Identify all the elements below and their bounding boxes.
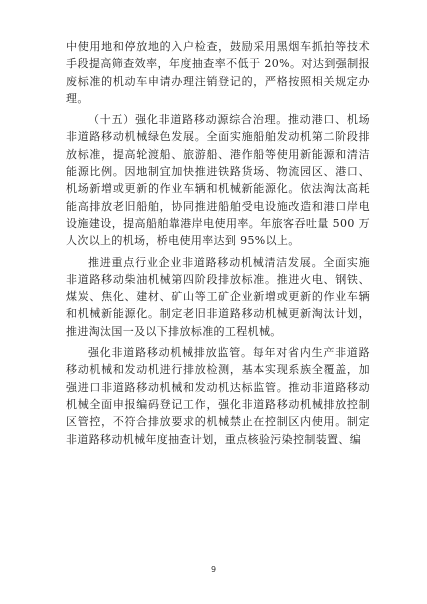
text-line: 非道路移动机械年度抽查计划，重点核验污染控制装置、编	[66, 432, 362, 446]
text-line: 能高排放老旧船舶，协同推进船舶受电设施改造和港口岸电	[66, 199, 370, 213]
text-line: （十五）强化非道路移动源综合治理。推动港口、机场	[88, 113, 370, 127]
paragraph	[66, 254, 370, 340]
text-line: 理。	[66, 91, 89, 105]
text-line: 机械全面申报编码登记工作，强化非道路移动机械排放控制	[66, 397, 370, 411]
text-line: 非道路移动柴油机械第四阶段排放标准。推进火电、钢铁、	[66, 272, 370, 286]
text-line: 放标准，提高轮渡船、旅游船、港作船等使用新能源和清洁	[66, 147, 370, 161]
text-line: 移动机械和发动机进行排放检测，基本实现系族全覆盖，加	[66, 363, 370, 377]
text-line: 中使用地和停放地的入户检查，鼓励采用黑烟车抓拍等技术	[66, 40, 370, 53]
text-line: 区管控，不符合排放要求的机械禁止在控制区内使用。制定	[66, 415, 370, 429]
text-line: 设施建设，提高船舶靠港岸电使用率。年旅客吞吐量 500 万	[66, 216, 370, 230]
paragraph	[66, 344, 370, 448]
page-number: 9	[210, 565, 217, 574]
text-line: 废标准的机动车申请办理注销登记的，严格按照相关规定办	[66, 74, 370, 88]
text-line: 能源比例。因地制宜加快推进铁路货场、物流园区、港口、	[66, 165, 370, 179]
text-line: 机场新增或更新的作业车辆和机械新能源化。依法淘汰高耗	[66, 182, 370, 196]
text-line: 煤炭、焦化、建材、矿山等工矿企业新增或更新的作业车辆	[66, 290, 370, 304]
document-body	[66, 38, 370, 448]
text-line: 强进口非道路移动机械和发动机达标监管。推动非道路移动	[66, 380, 370, 394]
text-line: 手段提高筛查效率，年度抽查率不低于 20%。对达到强制报	[66, 57, 370, 71]
text-line: 强化非道路移动机械排放监管。每年对省内生产非道路	[88, 346, 370, 360]
paragraph	[66, 111, 370, 249]
text-line: 人次以上的机场，桥电使用率达到 95%以上。	[66, 234, 300, 248]
text-line: 和机械新能源化。制定老旧非道路移动机械更新淘汰计划，	[66, 307, 370, 321]
paragraph	[66, 38, 370, 107]
text-line: 推进重点行业企业非道路移动机械清洁发展。全面实施	[88, 255, 370, 269]
text-line: 推进淘汰国一及以下排放标准的工程机械。	[66, 324, 282, 338]
text-line: 非道路移动机械绿色发展。全面实施船舶发动机第二阶段排	[66, 130, 370, 144]
